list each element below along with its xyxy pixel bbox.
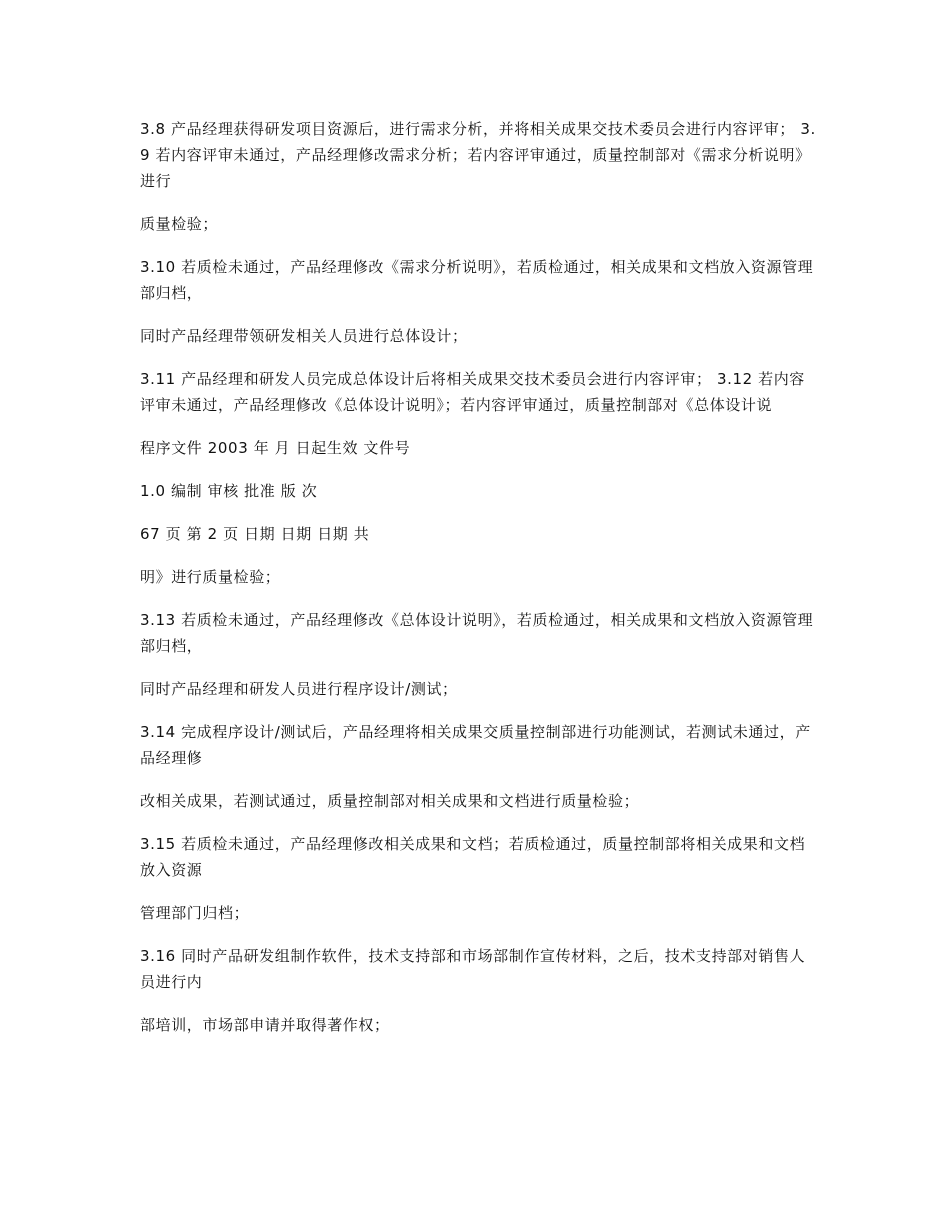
paragraph-continuation: 管理部门归档； <box>140 904 250 922</box>
paragraph-continuation: 同时产品经理和研发人员进行程序设计/测试； <box>140 680 458 698</box>
paragraph-3-8: 3.8 产品经理获得研发项目资源后，进行需求分析，并将相关成果交技术委员会进行内容评审； 3.9 若内容评审未通过，产品经理修改需求分析；若内容评审通过，质量控制部对《需求分析说明》进行 <box>140 120 816 190</box>
footer-page-number: 67 页 第 2 页 日期 日期 日期 共 <box>140 525 370 543</box>
paragraph-3-16: 3.16 同时产品研发组制作软件，技术支持部和市场部制作宣传材料，之后，技术支持部对销售人员进行内 <box>140 947 806 991</box>
paragraph-3-10: 3.10 若质检未通过，产品经理修改《需求分析说明》，若质检通过，相关成果和文档放入资源管理部归档， <box>140 258 814 302</box>
paragraph-continuation: 明》进行质量检验； <box>140 568 281 586</box>
paragraph-3-15: 3.15 若质检未通过，产品经理修改相关成果和文档；若质检通过，质量控制部将相关成果和文档放入资源 <box>140 835 806 879</box>
paragraph-continuation: 部培训，市场部申请并取得著作权； <box>140 1016 390 1034</box>
document-body <box>140 116 820 1055</box>
paragraph-3-14: 3.14 完成程序设计/测试后，产品经理将相关成果交质量控制部进行功能测试，若测试未通过，产品经理修 <box>140 723 811 767</box>
paragraph-continuation: 同时产品经理带领研发相关人员进行总体设计； <box>140 327 468 345</box>
footer-approval-row: 1.0 编制 审核 批准 版 次 <box>140 482 318 500</box>
paragraph-continuation: 改相关成果，若测试通过，质量控制部对相关成果和文档进行质量检验； <box>140 792 640 810</box>
footer-effective-date: 程序文件 2003 年 月 日起生效 文件号 <box>140 439 411 457</box>
paragraph-continuation: 质量检验； <box>140 215 219 233</box>
paragraph-3-13: 3.13 若质检未通过，产品经理修改《总体设计说明》，若质检通过，相关成果和文档放入资源管理部归档， <box>140 611 814 655</box>
paragraph-3-11: 3.11 产品经理和研发人员完成总体设计后将相关成果交技术委员会进行内容评审； 3.12 若内容评审未通过，产品经理修改《总体设计说明》；若内容评审通过，质量控制部对《总体设计说 <box>140 370 805 414</box>
